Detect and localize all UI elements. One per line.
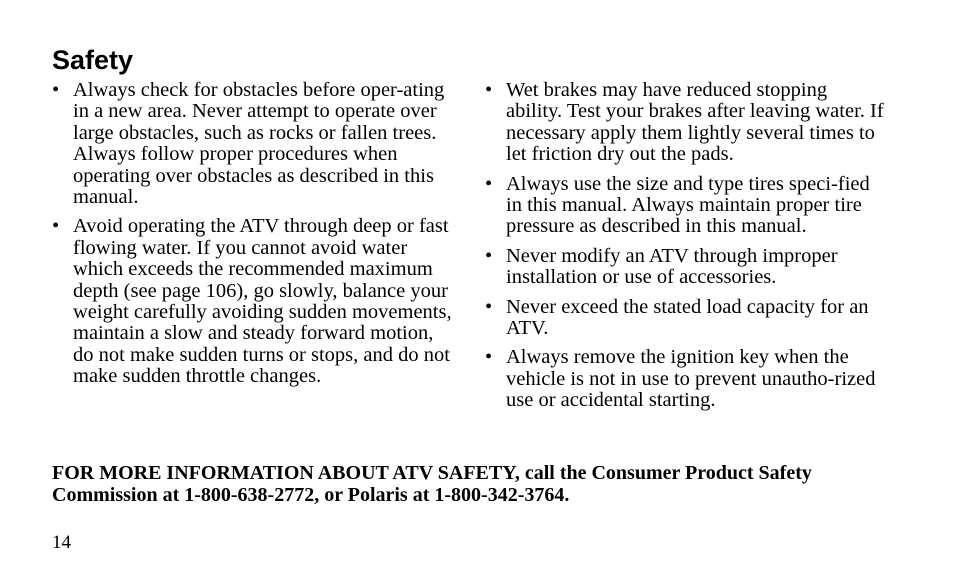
bullet-icon: • <box>52 215 60 238</box>
list-item-text: Wet brakes may have reduced stopping ability. Test your brakes after leaving water. If necessary apply them lightly several times to let friction dry out the pads. <box>506 79 884 166</box>
bullet-icon: • <box>485 79 493 101</box>
list-item <box>485 297 885 340</box>
list-item-text: Never modify an ATV through improper installation or use of accessories. <box>506 244 838 289</box>
list-item-text: Avoid operating the ATV through deep or fast flowing water. If you cannot avoid water which exceeds the recommended maximum depth (see page 106), go slowly, balance your weight carefully avoiding sudden movements, maintain a slow and steady forward motion, do not make sudden turns or stops, and do not make sudden throttle changes. <box>73 215 452 388</box>
list-item-text: Always check for obstacles before oper-ating in a new area. Never attempt to operate over large obstacles, such as rocks or fallen trees. Always follow proper procedures when operating over obstacles as described in this manual. <box>73 79 445 209</box>
bullet-icon: • <box>485 172 493 195</box>
list-item <box>485 347 885 411</box>
list-item <box>485 246 885 289</box>
list-item <box>485 174 885 238</box>
bullet-icon: • <box>52 79 60 101</box>
list-item-text: Always remove the ignition key when the vehicle is not in use to prevent unautho-rized use or accidental starting. <box>506 346 876 412</box>
safety-list-right <box>485 80 885 420</box>
list-item <box>485 80 885 166</box>
bullet-icon: • <box>485 346 493 369</box>
contact-info-note: FOR MORE INFORMATION ABOUT ATV SAFETY, call the Consumer Product Safety Commission at 1-800-638-2772, or Polaris at 1-800-342-3764. <box>52 462 812 506</box>
list-item <box>52 80 452 208</box>
page-number: 14 <box>52 532 71 553</box>
page-title: Safety <box>52 45 134 75</box>
safety-list-left <box>52 80 452 396</box>
bullet-icon: • <box>485 244 493 267</box>
list-item-text: Always use the size and type tires speci-fied in this manual. Always maintain proper tire pressure as described in this manual. <box>506 172 870 238</box>
list-item-text: Never exceed the stated load capacity for an ATV. <box>506 295 869 340</box>
list-item <box>52 216 452 387</box>
bullet-icon: • <box>485 295 493 318</box>
